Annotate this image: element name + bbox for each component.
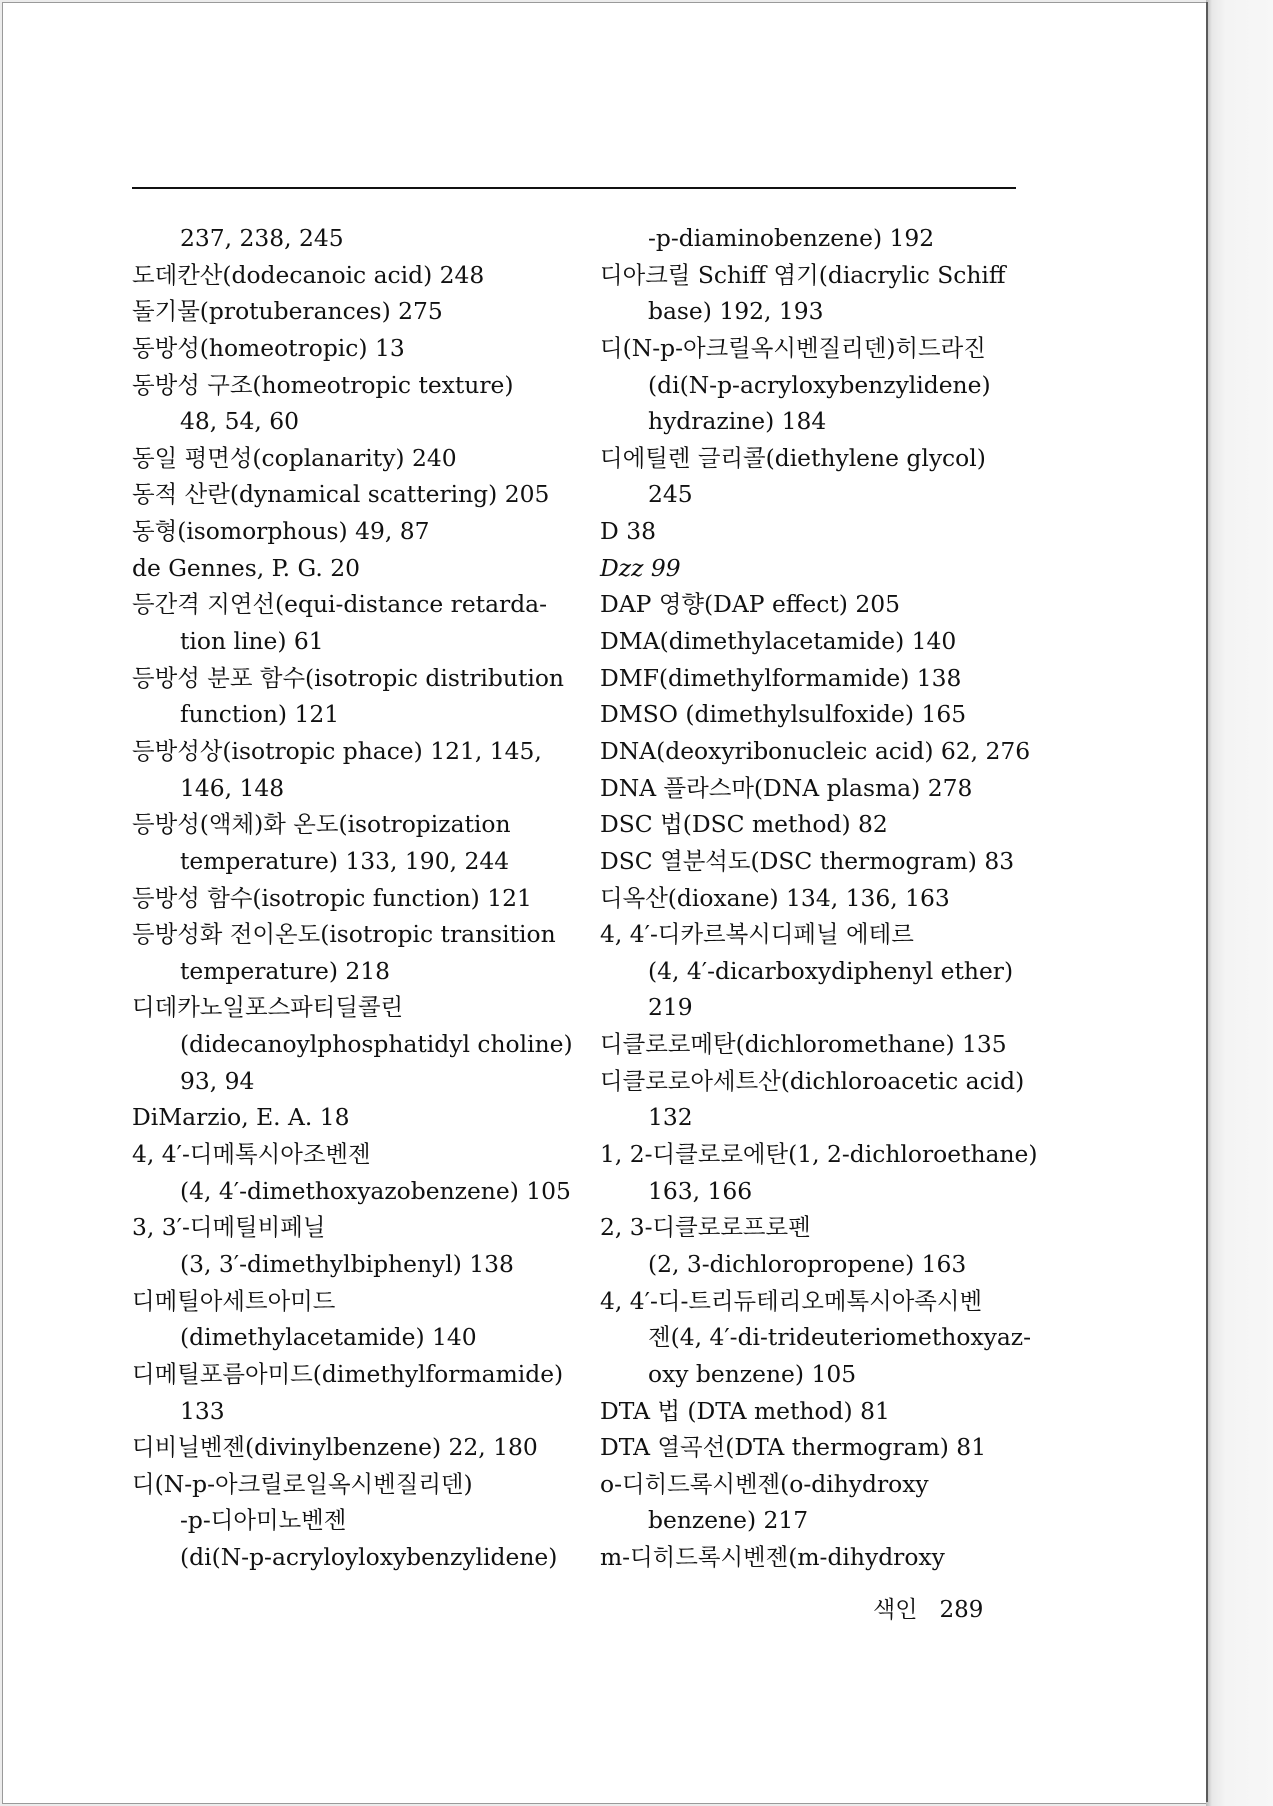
index-entry-line: (di(N-p-acryloyloxybenzylidene) [180, 1543, 558, 1572]
index-entry-line: 등방성(액체)화 온도(isotropization [132, 810, 511, 839]
index-entry-line: 돌기물(protuberances) 275 [132, 297, 443, 326]
index-entry-line: 132 [648, 1103, 693, 1132]
index-entry-line: (2, 3-dichloropropene) 163 [648, 1249, 967, 1278]
index-entry-line: 등방성 함수(isotropic function) 121 [132, 883, 532, 912]
index-entry-line: 3, 3′-디메틸비페닐 [132, 1213, 326, 1242]
index-entry-line: 디(N-p-아크릴옥시벤질리덴)히드라진 [600, 333, 986, 362]
index-column-left [132, 220, 572, 1576]
index-entry-line: 디데카노일포스파티딜콜린 [132, 993, 404, 1022]
index-entry-line: 디메틸포름아미드(dimethylformamide) [132, 1359, 564, 1388]
page-footer [873, 1591, 983, 1624]
section-label: 색인 [873, 1597, 918, 1623]
index-column-right [600, 220, 1040, 1576]
index-entry-line: 93, 94 [180, 1066, 255, 1095]
index-entry-line: temperature) 218 [180, 956, 391, 985]
index-entry-line: 디(N-p-아크릴로일옥시벤질리덴) [132, 1469, 473, 1498]
index-entry-line: (3, 3′-dimethylbiphenyl) 138 [180, 1249, 514, 1278]
index-entry-line: DMA(dimethylacetamide) 140 [600, 627, 957, 656]
index-entry-line: 동방성 구조(homeotropic texture) [132, 370, 514, 399]
index-entry-line: DTA 법 (DTA method) 81 [600, 1396, 890, 1425]
index-entry-line: Dzz 99 [600, 553, 681, 582]
index-entry-line: 등방성화 전이온도(isotropic transition [132, 920, 556, 949]
index-entry-line: (didecanoylphosphatidyl choline) [180, 1030, 573, 1059]
index-entry-line: temperature) 133, 190, 244 [180, 846, 510, 875]
index-entry-line: D 38 [600, 517, 656, 546]
index-entry-line: 4, 4′-디메톡시아조벤젠 [132, 1140, 371, 1169]
index-entry-line: DTA 열곡선(DTA thermogram) 81 [600, 1433, 987, 1462]
index-entry-line: tion line) 61 [180, 627, 324, 656]
index-entry-line: benzene) 217 [648, 1506, 809, 1535]
index-entry-line: de Gennes, P. G. 20 [132, 553, 360, 582]
index-entry-line: 동방성(homeotropic) 13 [132, 333, 405, 362]
index-entry-line: (4, 4′-dicarboxydiphenyl ether) [648, 956, 1014, 985]
index-entry-line: 디옥산(dioxane) 134, 136, 163 [600, 883, 950, 912]
index-entry-line: 디에틸렌 글리콜(diethylene glycol) [600, 443, 986, 472]
page-edge-line [1206, 2, 1208, 1802]
index-entry-line: 등방성 분포 함수(isotropic distribution [132, 663, 564, 692]
index-entry-line: function) 121 [180, 700, 340, 729]
index-entry-line: 디클로로아세트산(dichloroacetic acid) [600, 1066, 1025, 1095]
index-entry-line: 133 [180, 1396, 225, 1425]
index-entry-line: 디아크릴 Schiff 염기(diacrylic Schiff [600, 260, 1006, 289]
index-entry-line: 48, 54, 60 [180, 407, 300, 436]
index-entry-line: 동일 평면성(coplanarity) 240 [132, 443, 457, 472]
page-edge-shadow [1206, 0, 1273, 1806]
index-entry-line: 237, 238, 245 [180, 224, 344, 252]
index-entry-line: 등간격 지연선(equi-distance retarda- [132, 590, 548, 619]
index-entry-line: 2, 3-디클로로프로펜 [600, 1213, 811, 1242]
index-entry-line: (di(N-p-acryloxybenzylidene) [648, 370, 991, 399]
index-entry-line: DMF(dimethylformamide) 138 [600, 663, 962, 692]
index-entry-line: 1, 2-디클로로에탄(1, 2-dichloroethane) [600, 1140, 1038, 1169]
index-entry-line: DNA(deoxyribonucleic acid) 62, 276 [600, 736, 1031, 765]
index-entry-line: m-디히드록시벤젠(m-dihydroxy [600, 1543, 945, 1572]
index-entry-line: 4, 4′-디카르복시디페닐 에테르 [600, 920, 914, 949]
page-number: 289 [939, 1597, 984, 1623]
index-entry-line: 동적 산란(dynamical scattering) 205 [132, 480, 550, 509]
index-entry-line: (dimethylacetamide) 140 [180, 1323, 477, 1352]
index-entry-line: 디비닐벤젠(divinylbenzene) 22, 180 [132, 1433, 538, 1462]
index-entry-line: DMSO (dimethylsulfoxide) 165 [600, 700, 967, 729]
index-entry-line: 젠(4, 4′-di-trideuteriomethoxyaz- [648, 1323, 1032, 1352]
index-entry-line: 146, 148 [180, 773, 285, 802]
index-entry-line: 4, 4′-디-트리듀테리오메톡시아족시벤 [600, 1286, 983, 1315]
index-entry-line: -p-diaminobenzene) 192 [648, 224, 935, 252]
index-entry-line: DNA 플라스마(DNA plasma) 278 [600, 773, 973, 802]
index-entry-line: o-디히드록시벤젠(o-dihydroxy [600, 1469, 929, 1498]
index-entry-line: base) 192, 193 [648, 297, 824, 326]
index-entry-line: DSC 법(DSC method) 82 [600, 810, 888, 839]
index-entry-line: 디클로로메탄(dichloromethane) 135 [600, 1030, 1007, 1059]
index-entry-line: 245 [648, 480, 693, 509]
index-entry-line: oxy benzene) 105 [648, 1359, 857, 1388]
index-entry-line: (4, 4′-dimethoxyazobenzene) 105 [180, 1176, 571, 1205]
index-entry-line: 도데칸산(dodecanoic acid) 248 [132, 260, 485, 289]
index-entry-line: DAP 영향(DAP effect) 205 [600, 590, 900, 619]
index-entry-line: DSC 열분석도(DSC thermogram) 83 [600, 846, 1015, 875]
index-entry-line: 등방성상(isotropic phace) 121, 145, [132, 736, 542, 765]
index-entry-line: 동형(isomorphous) 49, 87 [132, 517, 430, 546]
index-entry-line: 163, 166 [648, 1176, 753, 1205]
index-entry-line: DiMarzio, E. A. 18 [132, 1103, 350, 1132]
index-entry-line: 219 [648, 993, 693, 1022]
index-entry-line: -p-디아미노벤젠 [180, 1506, 347, 1535]
index-entry-line: hydrazine) 184 [648, 407, 827, 436]
header-rule [132, 187, 1016, 189]
index-entry-line: 디메틸아세트아미드 [132, 1286, 336, 1315]
